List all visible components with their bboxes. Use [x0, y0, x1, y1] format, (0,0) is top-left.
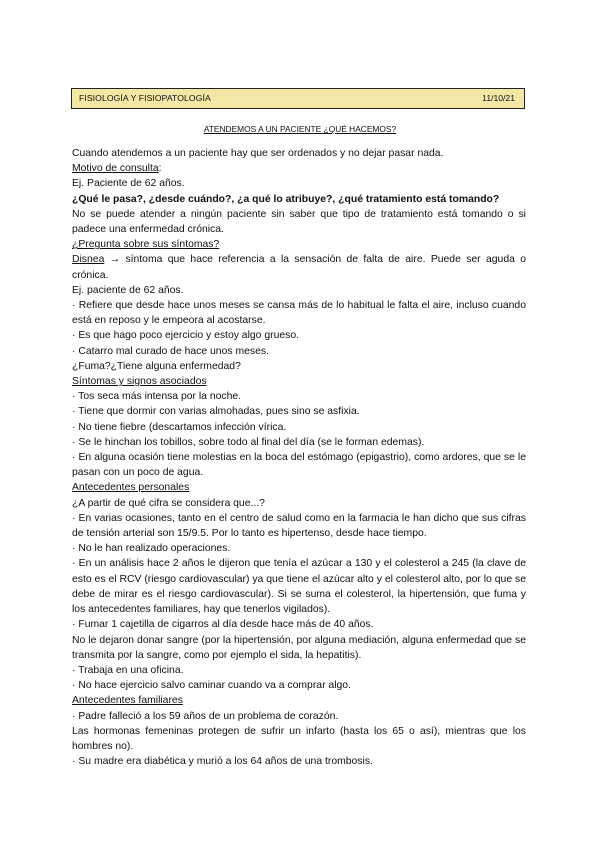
- document-date: 11/10/21: [482, 93, 515, 103]
- document-body: [72, 146, 526, 769]
- list-item: · Trabaja en una oficina.: [72, 664, 184, 676]
- list-item: · En un análisis hace 2 años le dijeron que tenía el azúcar a 130 y el colesterol a 245 (la clave de esto es el RCV (riesgo cardiovascular) ya que tiene el azúcar alto y el colesterol alto, por lo que se debe de mirar es el riesgo cardiovascular). Si se suma el colesterol, la hipertensión, que fuma y los antecedentes familiares, hay que tenerlos vigilados).: [72, 558, 526, 616]
- family-history-heading: Antecedentes familiares: [72, 695, 183, 707]
- list-item: · Refiere que desde hace unos meses se cansa más de lo habitual le falta el aire, incluso cuando está en reposo y le empeora al acostarse.: [72, 300, 526, 327]
- subject-title: FISIOLOGÍA Y FISIOPATOLOGÍA: [79, 93, 211, 103]
- list-item: · Padre falleció a los 59 años de un problema de corazón.: [72, 710, 339, 722]
- list-item: · Catarro mal curado de hace unos meses.: [72, 345, 269, 357]
- disnea-term: Disnea: [72, 254, 105, 266]
- motivo-heading-line: [72, 161, 526, 176]
- example-line-1: Ej. Paciente de 62 años.: [72, 178, 185, 190]
- list-item: · Tos seca más intensa por la noche.: [72, 391, 242, 403]
- treatment-note: No se puede atender a ningún paciente sin saber que tipo de tratamiento está tomando o si padece una enfermedad crónica.: [72, 208, 526, 236]
- list-item: · No tiene fiebre (descartamos infección vírica.: [72, 421, 287, 433]
- list-item: · Tiene que dormir con varias almohadas, pues sino se asfixia.: [72, 406, 360, 418]
- blood-donation-note: No le dejaron donar sangre (por la hipertensión, por alguna mediación, alguna enfermedad que se transmita por la sangre, como por ejemplo el sida, la hepatitis).: [72, 634, 526, 661]
- intro-line: Cuando atendemos a un paciente hay que ser ordenados y no dejar pasar nada.: [72, 148, 444, 159]
- key-questions: ¿Qué le pasa?, ¿desde cuándo?, ¿a qué lo atribuye?, ¿qué tratamiento está tomando?: [72, 193, 500, 205]
- list-item: · No le han realizado operaciones.: [72, 543, 231, 555]
- personal-history-heading: Antecedentes personales: [72, 482, 190, 494]
- document-header: [71, 88, 525, 109]
- disnea-definition: [72, 252, 526, 282]
- smoking-question: ¿Fuma?¿Tiene alguna enfermedad?: [72, 360, 241, 372]
- document-title: ATENDEMOS A UN PACIENTE ¿QUÉ HACEMOS?: [203, 124, 397, 134]
- associated-symptoms-heading: Síntomas y signos asociados: [72, 376, 207, 388]
- list-item: · En varias ocasiones, tanto en el centro de salud como en la farmacia le han dicho que sus cifras de tensión arterial son 15/9.5. Por lo tanto es hipertenso, desde hace tiempo.: [72, 512, 526, 540]
- disnea-text: síntoma que hace referencia a la sensación de falta de aire. Puede ser aguda o crónica.: [72, 254, 526, 281]
- list-item: · Es que hago poco ejercicio y estoy algo grueso.: [72, 330, 299, 342]
- list-item: · Se le hinchan los tobillos, sobre todo al final del día (se le forman edemas).: [72, 436, 425, 448]
- hormones-note: Las hormonas femeninas protegen de sufrir un infarto (hasta los 65 o así), mientras que los hombres no).: [72, 725, 526, 752]
- list-item: · Fumar 1 cajetilla de cigarros al día desde hace más de 40 años.: [72, 619, 374, 631]
- example-line-2: Ej. paciente de 62 años.: [72, 284, 184, 296]
- list-item: · En alguna ocasión tiene molestias en la boca del estómago (epigastrio), como ardores, que se le pasan con un poco de agua.: [72, 452, 526, 479]
- arrow-icon: →: [104, 254, 126, 266]
- list-item: · No hace ejercicio salvo caminar cuando va a comprar algo.: [72, 680, 351, 692]
- list-item: · Su madre era diabética y murió a los 64 años de una trombosis.: [72, 756, 373, 768]
- motivo-colon: :: [158, 163, 162, 175]
- symptoms-question-heading: ¿Pregunta sobre sus síntomas?: [72, 239, 220, 251]
- motivo-heading: Motivo de consulta: [72, 163, 159, 175]
- threshold-question: ¿A partir de qué cifra se considera que...?: [72, 497, 265, 509]
